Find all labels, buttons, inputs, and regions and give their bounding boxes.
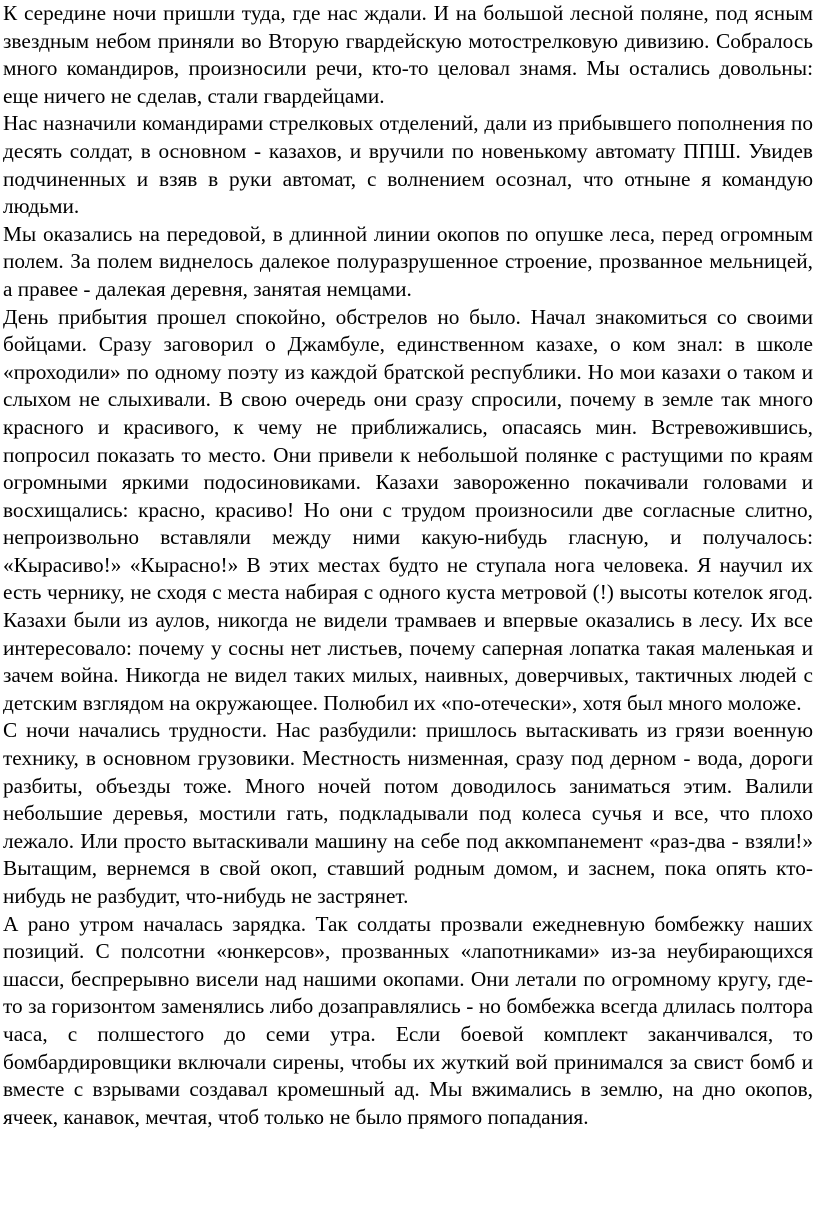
paragraph-4: День прибытия прошел спокойно, обстрелов но было. Начал знакомиться со своими бойцами. Сразу заговорил о Джамбуле, единственном казахе, о ком знал: в школе «проходили» по одному поэту из каждой братской республики. Но мои казахи о таком и слыхом не слыхивали. В свою очередь они сразу спросили, почему в земле так много красного и красивого, к чему не приближались, опасаясь мин. Встревожившись, попросил показать то место. Они привели к небольшой полянке с растущими по краям огромными яркими подосиновиками. Казахи завороженно покачивали головами и восхищались: красно, красиво! Но они с трудом произносили две согласные слитно, непроизвольно вставляли между ними какую-нибудь гласную, и получалось: «Кырасиво!» «Кырасно!» В этих местах будто не ступала нога человека. Я научил их есть чернику, не сходя с места набирая с одного куста метровой (!) высоты котелок ягод. Казахи были из аулов, никогда не видели трамваев и впервые оказались в лесу. Их все интересовало: почему у сосны нет листьев, почему саперная лопатка такая маленькая и зачем война. Никогда не видел таких милых, наивных, доверчивых, тактичных людей с детским взглядом на окружающее. Полюбил их «по-отечески», хотя был много моложе. [3,304,813,715]
document-page [3,0,813,1131]
paragraph-1: К середине ночи пришли туда, где нас ждали. И на большой лесной поляне, под ясным звездным небом приняли во Вторую гвардейскую мотострелковую дивизию. Собралось много командиров, произносили речи, кто-то целовал знамя. Мы остались довольны: еще ничего не сделав, стали гвардейцами. [3,1,813,108]
paragraph-5: С ночи начались трудности. Нас разбудили: пришлось вытаскивать из грязи военную технику, в основном грузовики. Местность низменная, сразу под дерном - вода, дороги разбиты, объезды тоже. Много ночей потом доводилось заниматься этим. Валили небольшие деревья, мостили гать, подкладывали под колеса сучья и все, что плохо лежало. Или просто вытаскивали машину на себе под аккомпанемент «раз-два - взяли!» Вытащим, вернемся в свой окоп, ставший родным домом, и заснем, пока опять кто-нибудь не разбудит, что-нибудь не застрянет. [3,718,813,908]
paragraph-2: Нас назначили командирами стрелковых отделений, дали из прибывшего пополнения по десять солдат, в основном - казахов, и вручили по новенькому автомату ППШ. Увидев подчиненных и взяв в руки автомат, с волнением осознал, что отныне я командую людьми. [3,111,813,219]
paragraph-3: Мы оказались на передовой, в длинной линии окопов по опушке леса, перед огромным полем. За полем виднелось далекое полуразрушенное строение, прозванное мельницей, а правее - далекая деревня, занятая немцами. [3,221,813,301]
paragraph-6: А рано утром началась зарядка. Так солдаты прозвали ежедневную бомбежку наших позиций. С полсотни «юнкерсов», прозванных «лапотниками» из-за неубирающихся шасси, беспрерывно висели над нашими окопами. Они летали по огромному кругу, где-то за горизонтом заменялись либо дозаправлялись - но бомбежка всегда длилась полтора часа, с полшестого до семи утра. Если боевой комплект заканчивался, то бомбардировщики включали сирены, чтобы их жуткий вой принимался за свист бомб и вместе с взрывами создавал кромешный ад. Мы вжимались в землю, на дно окопов, ячеек, канавок, мечтая, чтоб только не было прямого попадания. [3,911,813,1129]
